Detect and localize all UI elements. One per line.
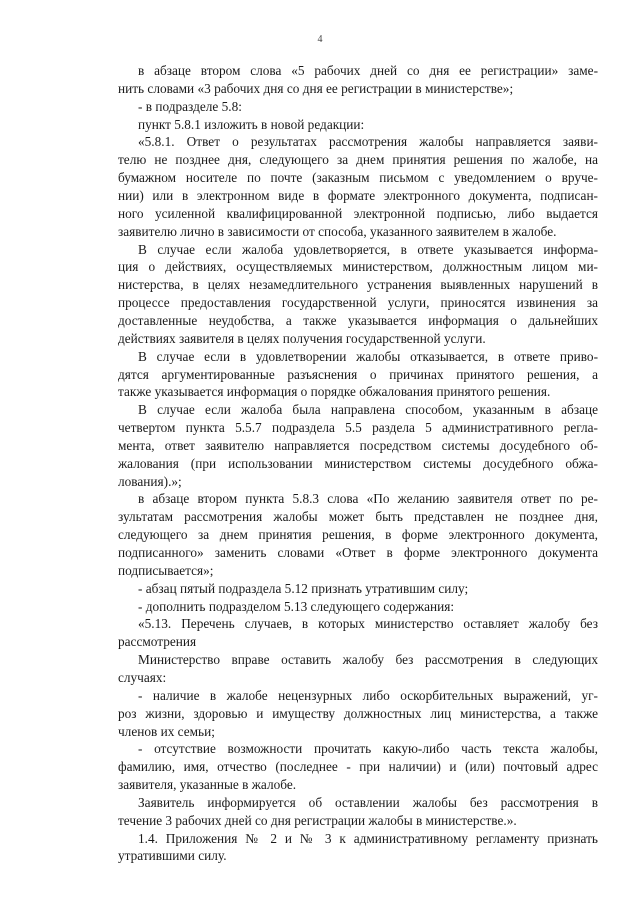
text-line: следующего за днем принятия решения, в форме электронного документа, bbox=[118, 527, 598, 543]
text-line: В случае если жалоба удовлетворяется, в ответе указывается информа- bbox=[138, 241, 598, 257]
text-line: 1.4. Приложения № 2 и № 3 к административному регламенту признать bbox=[138, 830, 598, 846]
text-line: утратившими силу. bbox=[118, 848, 227, 864]
text-line: фамилию, имя, отчество (последнее - при наличии) и (или) почтовый адрес bbox=[118, 759, 598, 775]
text-line: - в подразделе 5.8: bbox=[138, 98, 242, 114]
text-line: нить словами «3 рабочих дня со дня ее регистрации в министерстве»; bbox=[118, 80, 514, 96]
page-number: 4 bbox=[317, 34, 323, 45]
text-line: жалования (при использовании министерством системы досудебного обжа- bbox=[118, 455, 598, 471]
text-line: в абзаце втором слова «5 рабочих дней со дня ее регистрации» заме- bbox=[138, 63, 598, 78]
text-line: заявителю лично в зависимости от способа, указанного заявителем в жалобе. bbox=[118, 223, 557, 239]
text-line: бумажном носителе по почте (заказным письмом с уведомлением о вруче- bbox=[118, 170, 598, 186]
text-line: подписанного» заменить словами «Ответ в форме электронного документа bbox=[118, 545, 598, 560]
text-line: - наличие в жалобе нецензурных либо оскорбительных выражений, уг- bbox=[138, 687, 598, 703]
text-line: процессе предоставления государственной услуги, приносятся извинения за bbox=[118, 295, 598, 311]
text-line: мента, ответ заявителю направляется посредством системы досудебного об- bbox=[118, 437, 598, 453]
text-line: Заявитель информируется об оставлении жалобы без рассмотрения в bbox=[138, 794, 598, 810]
text-line: «5.8.1. Ответ о результатах рассмотрения жалобы направляется заяви- bbox=[138, 134, 598, 150]
text-line: подписывается»; bbox=[118, 562, 214, 578]
text-line: ция о действиях, осуществляемых министерством, должностным лицом ми- bbox=[118, 259, 598, 275]
text-line: лования).»; bbox=[118, 473, 182, 489]
text-line: «5.13. Перечень случаев, в которых министерство оставляет жалобу без bbox=[138, 616, 598, 632]
text-line: телю не позднее дня, следующего за днем принятия решения по жалобе, на bbox=[118, 152, 598, 168]
text-line: нистерства, в целях незамедлительного устранения выявленных нарушений в bbox=[118, 277, 598, 293]
text-line: доставленные неудобства, а также указывается информация о дальнейших bbox=[118, 312, 598, 328]
text-line: - абзац пятый подраздела 5.12 признать утратившим силу; bbox=[138, 580, 469, 596]
text-line: В случае если в удовлетворении жалобы отказывается, в ответе приво- bbox=[138, 348, 598, 364]
text-line: В случае если жалоба была направлена способом, указанным в абзаце bbox=[138, 402, 598, 418]
text-line: течение 3 рабочих дней со дня регистрации жалобы в министерстве.». bbox=[118, 812, 517, 828]
text-line: дятся аргументированные разъяснения о причинах принятого решения, а bbox=[118, 366, 598, 382]
text-line: четвертом пункта 5.5.7 подраздела 5.5 раздела 5 административного регла- bbox=[118, 420, 598, 435]
text-line: нии) или в электронном виде в формате электронного документа, подписан- bbox=[118, 188, 598, 203]
text-line: зультатам рассмотрения жалобы может быть представлен не позднее дня, bbox=[118, 509, 598, 525]
text-line: случаях: bbox=[118, 669, 167, 685]
text-line: также указывается информация о порядке обжалования принятого решения. bbox=[118, 384, 551, 400]
text-line: ного усиленной квалифицированной электронной подписью, либо выдается bbox=[118, 205, 598, 221]
text-line: - дополнить подразделом 5.13 следующего содержания: bbox=[138, 598, 455, 614]
text-line: - отсутствие возможности прочитать какую-либо часть текста жалобы, bbox=[138, 741, 598, 757]
text-line: рассмотрения bbox=[118, 634, 197, 650]
text-line: действиях заявителя в целях получения государственной услуги. bbox=[118, 330, 486, 346]
text-line: пункт 5.8.1 изложить в новой редакции: bbox=[138, 116, 365, 132]
text-line: Министерство вправе оставить жалобу без рассмотрения в следующих bbox=[138, 652, 598, 668]
text-line: роз жизни, здоровью и имуществу должностных лиц министерства, а также bbox=[118, 705, 598, 721]
text-line: в абзаце втором пункта 5.8.3 слова «По желанию заявителя ответ по ре- bbox=[138, 491, 598, 507]
text-line: членов их семьи; bbox=[118, 723, 215, 739]
text-line: заявителя, указанные в жалобе. bbox=[118, 777, 297, 792]
